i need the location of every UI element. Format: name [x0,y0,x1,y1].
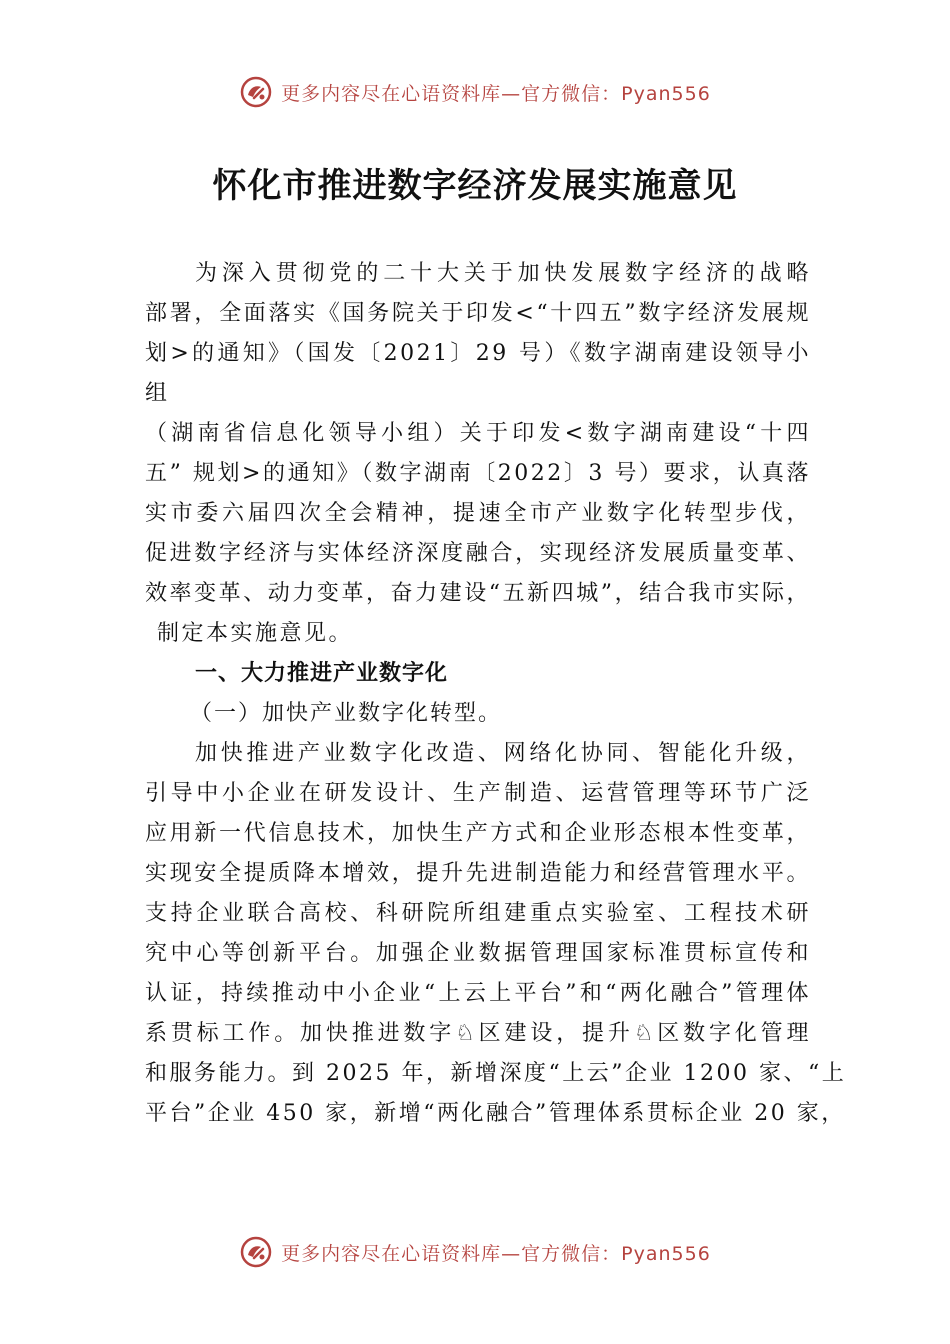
intro-line: 实市委六届四次全会精神，提速全市产业数字化转型步伐， [145,501,811,526]
hand-heart-logo-icon [239,75,273,109]
section-line: 认证，持续推动中小企业“上云上平台”和“两化融合”管理体 [145,981,811,1006]
intro-line: （湖南省信息化领导小组）关于印发<数字湖南建设“十四 [145,421,811,446]
intro-line: 促进数字经济与实体经济深度融合，实现经济发展质量变革、 [145,541,811,566]
intro-line: 为深入贯彻党的二十大关于加快发展数字经济的战略 [195,261,811,286]
intro-line: 效率变革、动力变革，奋力建设“五新四城”，结合我市实际， [145,581,811,606]
section-line: 应用新一代信息技术，加快生产方式和企业形态根本性变革， [145,821,811,846]
watermark-text: 更多内容尽在心语资料库—官方微信：Pyan556 [281,1242,711,1265]
section-line: 究中心等创新平台。加强企业数据管理国家标准贯标宣传和 [145,941,811,966]
section-line: 支持企业联合高校、科研院所组建重点实验室、工程技术研 [145,901,811,926]
section-line: 实现安全提质降本增效，提升先进制造能力和经营管理水平。 [145,861,811,886]
section-line: 系贯标工作。加快推进数字♘区建设，提升♘区数字化管理 [145,1021,811,1046]
section-line: 和服务能力。到 2025 年，新增深度“上云”企业 1200 家、“上 [145,1061,847,1086]
section-heading: 一、大力推进产业数字化 [195,661,449,686]
section-subheading: （一）加快产业数字化转型。 [190,701,503,726]
hand-heart-logo-icon [239,1235,273,1269]
section-line: 引导中小企业在研发设计、生产制造、运营管理等环节广泛 [145,781,811,806]
intro-line: 五” 规划>的通知》（数字湖南〔2022〕3 号）要求，认真落 [145,461,811,486]
intro-line: 部署，全面落实《国务院关于印发<“十四五”数字经济发展规 [145,301,811,326]
document-title: 怀化市推进数字经济发展实施意见 [212,166,738,206]
intro-line: 组 [145,381,170,406]
watermark-text: 更多内容尽在心语资料库—官方微信：Pyan556 [281,82,711,105]
section-line: 加快推进产业数字化改造、网络化协同、智能化升级， [195,741,811,766]
watermark-footer [0,1232,950,1272]
section-line: 平台”企业 450 家，新增“两化融合”管理体系贯标企业 20 家， [145,1101,846,1126]
intro-line: 制定本实施意见。 [157,621,354,646]
watermark-header [0,72,950,112]
intro-line: 划>的通知》（国发〔2021〕29 号）《数字湖南建设领导小 [145,341,811,366]
document-body [145,254,847,1134]
